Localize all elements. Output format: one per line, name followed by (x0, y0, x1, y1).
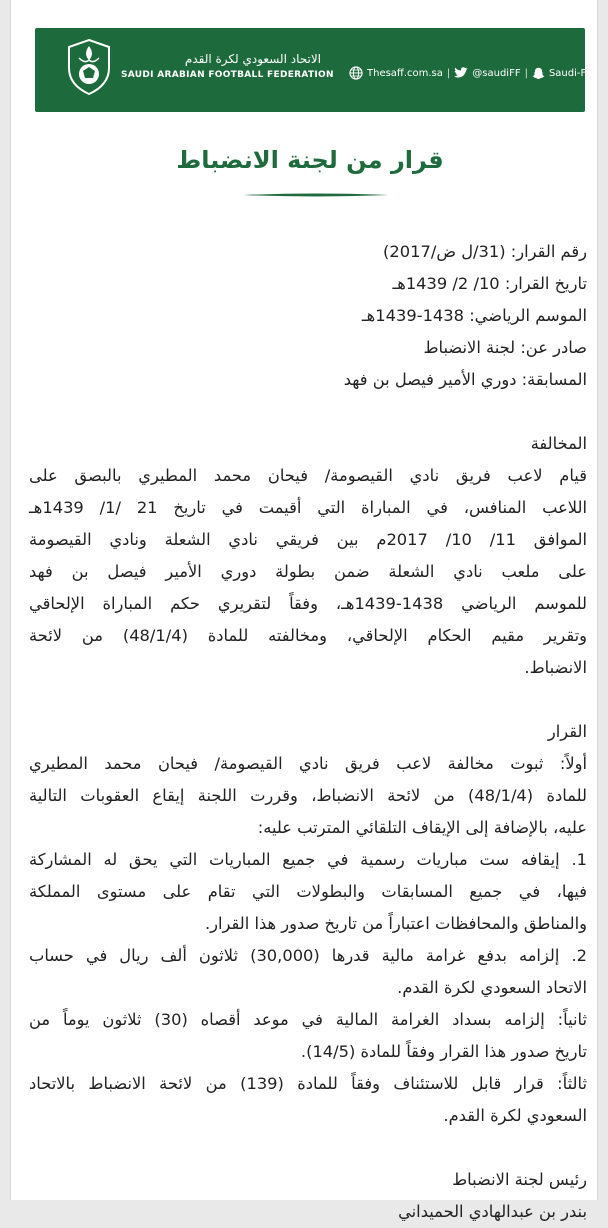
spacer (29, 396, 587, 428)
federation-name-arabic: الاتحاد السعودي لكرة القدم (184, 52, 321, 66)
letterhead-banner (35, 28, 593, 112)
snapchat-handle[interactable]: Saudi-FF (548, 67, 593, 79)
signature-name: بندر بن عبدالهادي الحميداني (398, 1202, 587, 1221)
decision-line: السعودي لكرة القدم. (443, 1106, 587, 1125)
violation-line: على ملعب نادي الشعلة ضمن بطولة دوري الأمير فيصل بن فهد (29, 562, 587, 581)
violation-heading: المخالفة (530, 434, 587, 453)
signature-title: رئيس لجنة الانضباط (452, 1170, 587, 1189)
website-link[interactable]: Thesaff.com.sa (367, 67, 443, 79)
separator: | (446, 67, 451, 79)
violation-line: الانضباط. (524, 658, 587, 677)
decision-line: والمناطق والمحافظات اعتباراً من تاريخ صدور هذا القرار. (205, 914, 587, 933)
decision-document (10, 0, 598, 1221)
decision-number: رقم القرار: (31/ل ض/2017) (383, 242, 587, 261)
separator: | (524, 67, 528, 79)
twitter-handle[interactable]: @saudiFF (472, 67, 521, 79)
violation-line: اللاعب المنافس، في المباراة التي أقيمت في تاريخ 21 /1/ 1439هـ (29, 498, 587, 517)
violation-line: للموسم الرياضي 1438-1439هـ، وفقاً لتقريري حكم المباراة الإلحاقي (29, 594, 587, 613)
snapchat-icon (532, 67, 545, 80)
decision-line: ثانياً: إلزامه بسداد الغرامة المالية في موعد أقصاه (30) ثلاثون يوماً من (29, 1010, 588, 1029)
title-underline-ornament (243, 193, 389, 197)
competition: المسابقة: دوري الأمير فيصل بن فهد (343, 370, 587, 389)
decision-line: ثالثاً: قرار قابل للاستئناف وفقاً للمادة (139) من لائحة الانضباط بالاتحاد (29, 1074, 587, 1093)
document-body (29, 236, 587, 1228)
decision-date: تاريخ القرار: 10/ 2/ 1439هـ (392, 274, 587, 293)
violation-line: قيام لاعب فريق نادي القيصومة/ فيحان محمد المطيري بالبصق على (29, 466, 587, 485)
page-title: قرار من لجنة الانضباط (176, 146, 444, 174)
spacer (29, 684, 587, 716)
decision-line: فيها، في جميع المسابقات والبطولات التي تقام على مستوى المملكة (29, 882, 587, 901)
twitter-icon (454, 67, 468, 79)
decision-line: 2. إلزامه بدفع غرامة مالية قدرها (30,000) ثلاثون ألف ريال في حساب (29, 946, 587, 965)
decision-line: الاتحاد السعودي لكرة القدم. (397, 978, 587, 997)
sports-season: الموسم الرياضي: 1438-1439هـ (361, 306, 587, 325)
globe-icon (349, 66, 363, 80)
decision-line: للمادة (48/1/4) من لائحة الانضباط، وقررت اللجنة إيقاع العقوبات التالية (29, 786, 587, 805)
decision-heading: القرار (547, 722, 587, 741)
federation-name-english: SAUDI ARABIAN FOOTBALL FEDERATION (121, 70, 334, 80)
social-links (349, 64, 592, 82)
violation-line: وتقرير مقيم الحكام الإلحاقي، ومخالفته للمادة (48/1/4) من لائحة (29, 626, 588, 645)
decision-line: أولاً: ثبوت مخالفة لاعب فريق نادي القيصومة/ فيحان محمد المطيري (29, 754, 587, 773)
violation-line: الموافق 11/ 10/ 2017م بين فريقي نادي الشعلة ونادي القيصومة (29, 530, 587, 549)
decision-line: عليه، بالإضافة إلى الإيقاف التلقائي المترتب عليه: (257, 818, 587, 837)
federation-logo-icon (65, 38, 113, 96)
decision-line: تاريخ صدور هذا القرار وفقاً للمادة (14/5). (300, 1042, 587, 1061)
spacer (29, 1132, 587, 1164)
decision-line: 1. إيقافه ست مباريات رسمية في جميع المباريات التي يحق له المشاركة (29, 850, 587, 869)
issued-by: صادر عن: لجنة الانضباط (423, 338, 587, 357)
